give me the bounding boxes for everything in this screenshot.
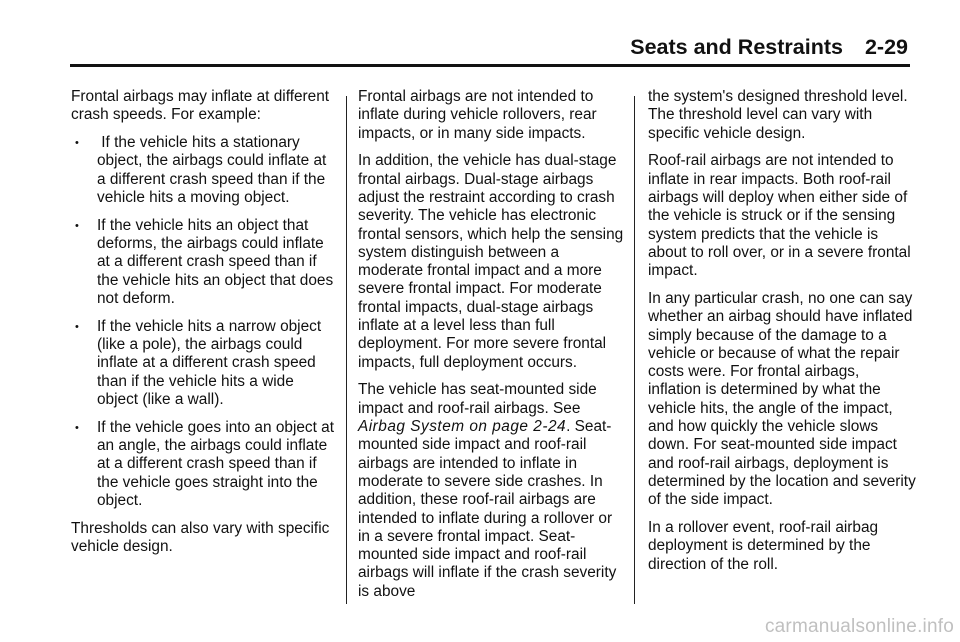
roof-rail-paragraph: Roof-rail airbags are not intended to inflate in rear impacts. Both roof-rail airbags will deploy when either side of the vehicle is struck or if the sensing system predicts that the vehicle is about to roll over, or in a severe frontal impact. xyxy=(648,152,911,280)
airbag-system-link[interactable]: Airbag System on page 2-24 xyxy=(358,418,567,436)
column-2 xyxy=(358,88,626,611)
column-3 xyxy=(648,88,916,583)
list-item: • If the vehicle hits an object that deforms, the airbags could inflate at a different crash speed than if the vehicle hits an object that does not deform. xyxy=(75,216,334,307)
column-1 xyxy=(71,88,339,566)
bullet-icon: • xyxy=(75,320,79,333)
crash-speed-list xyxy=(71,134,339,510)
column-divider xyxy=(346,96,347,604)
threshold-paragraph: the system's designed threshold level. The threshold level can vary with specific vehicle design. xyxy=(648,88,908,142)
dual-stage-paragraph: In addition, the vehicle has dual-stage frontal airbags. Dual-stage airbags adjust the restraint according to crash severity. The vehicle has electronic frontal sensors, which help the sensing system distinguish between a moderate frontal impact and a more severe frontal impact. For moderate frontal impacts, dual-stage airbags inflate at a level less than full deployment. For more severe frontal impacts, full deployment occurs. xyxy=(358,152,624,371)
rollover-event-paragraph: In a rollover event, roof-rail airbag deployment is determined by the direction of the roll. xyxy=(648,519,879,573)
page-header xyxy=(70,32,908,62)
bullet-icon: • xyxy=(75,137,79,150)
bullet-icon: • xyxy=(75,219,79,232)
thresholds-paragraph: Thresholds can also vary with specific vehicle design. xyxy=(71,519,330,556)
side-airbag-paragraph: The vehicle has seat-mounted side impact and roof-rail airbags. See Airbag System on page 2-24. Seat-mounted side impact and roof-rail airbags are intended to inflate in moderate to severe side crashes. In addition, these roof-rail airbags are intended to inflate during a rollover or in a severe frontal impact. Seat-mounted side impact and roof-rail airbags will inflate if the crash severity is above xyxy=(358,381,617,600)
bullet-icon: • xyxy=(75,421,79,434)
rollover-paragraph: Frontal airbags are not intended to inflate during vehicle rollovers, rear impacts, or in many side impacts. xyxy=(358,88,597,142)
page-number: 2-29 xyxy=(864,35,908,59)
crash-paragraph: In any particular crash, no one can say whether an airbag should have inflated simply because of the damage to a vehicle or because of what the repair costs were. For frontal airbags, inflation is determined by what the vehicle hits, the angle of the impact, and how quickly the vehicle slows down. For seat-mounted side impact and roof-rail airbags, deployment is determined by the location and severity of the side impact. xyxy=(648,289,916,509)
watermark: carmanualsonline.info xyxy=(764,616,954,637)
list-item: • If the vehicle hits a stationary object, the airbags could inflate at a different crash speed than if the vehicle hits a moving object. xyxy=(75,134,331,206)
header-rule xyxy=(70,64,910,67)
intro-paragraph: Frontal airbags may inflate at different crash speeds. For example: xyxy=(71,88,330,124)
list-item: • If the vehicle goes into an object at an angle, the airbags could inflate at a different crash speed than if the vehicle goes straight into the object. xyxy=(75,418,334,509)
section-title: Seats and Restraints xyxy=(630,35,843,59)
column-divider xyxy=(634,96,635,604)
list-item: • If the vehicle hits a narrow object (like a pole), the airbags could inflate at a different crash speed than if the vehicle hits a wide object (like a wall). xyxy=(75,317,322,408)
